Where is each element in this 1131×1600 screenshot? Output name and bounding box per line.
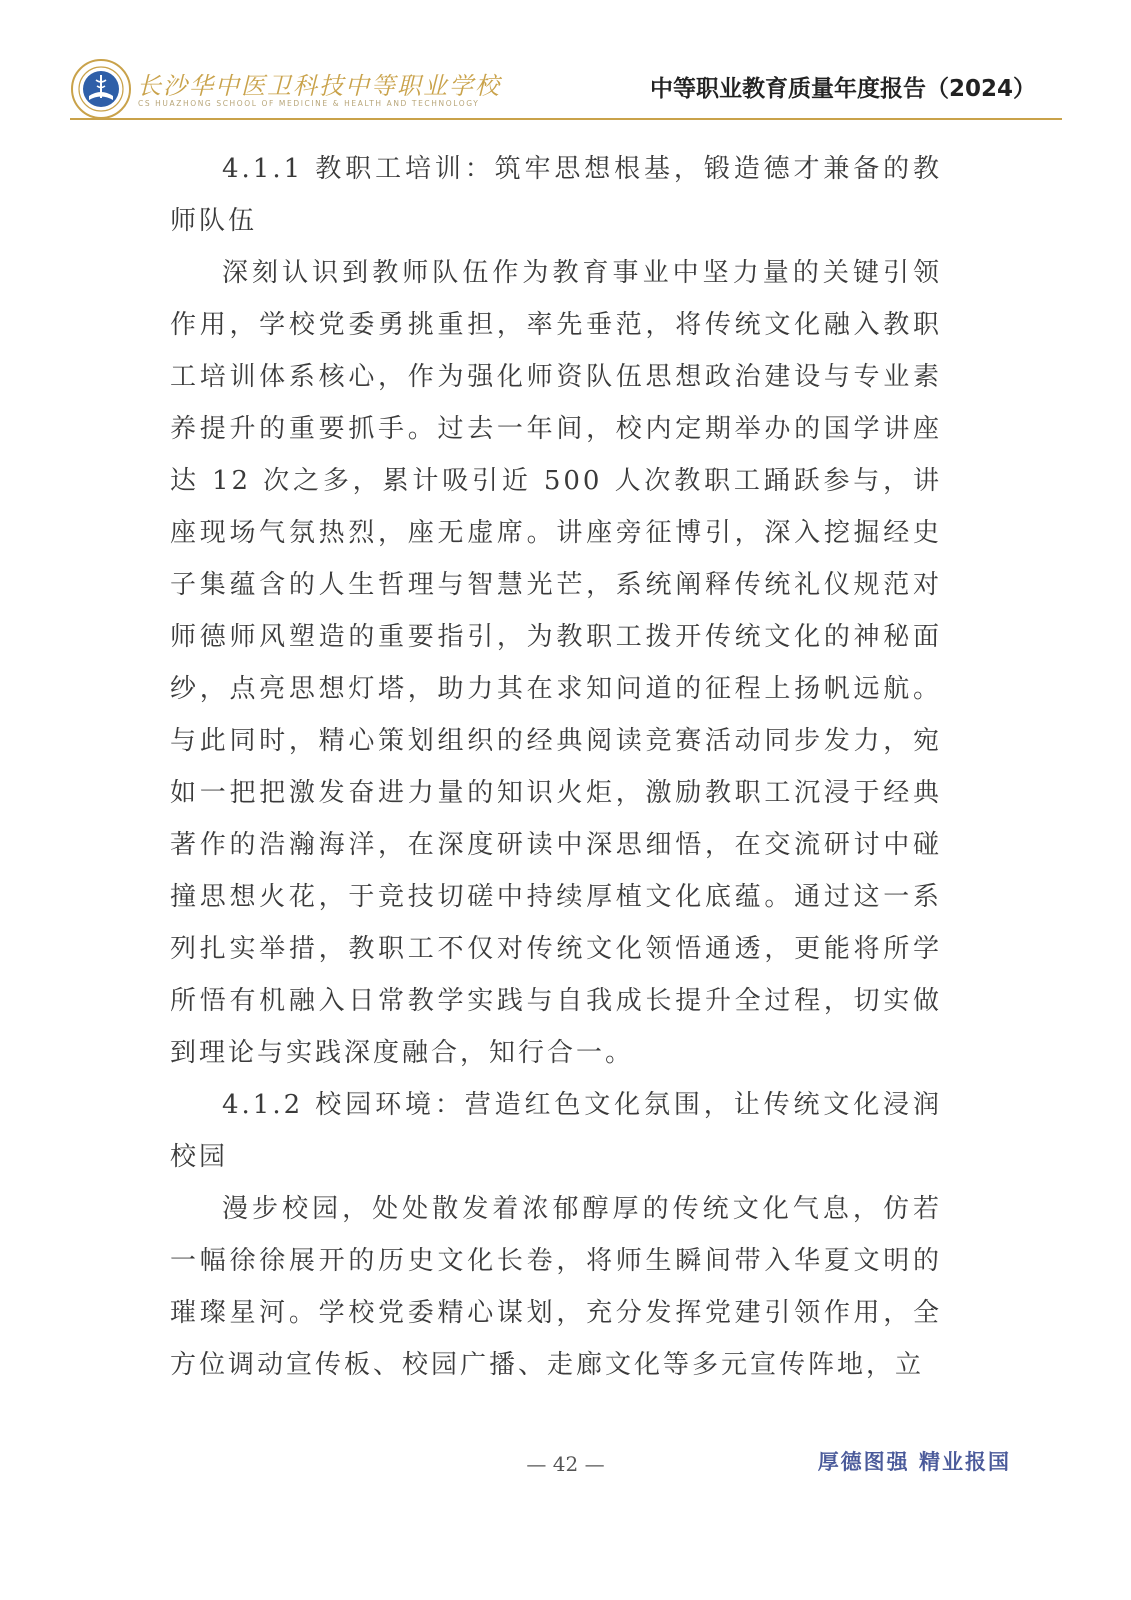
report-title: 中等职业教育质量年度报告（2024） bbox=[649, 76, 1036, 102]
header-divider bbox=[70, 118, 1062, 120]
page-number: — 42 — bbox=[526, 1452, 605, 1476]
school-seal-icon bbox=[70, 58, 132, 120]
section-heading-4-1-2: 4.1.2 校园环境：营造红色文化氛围，让传统文化浸润校园 bbox=[170, 1090, 942, 1172]
body-paragraph-1: 深刻认识到教师队伍作为教育事业中坚力量的关键引领作用，学校党委勇挑重担，率先垂范，将传统文化融入教职工培训体系核心，作为强化师资队伍思想政治建设与专业素养提升的重要抓手。过去一年间，校内定期举办的国学讲座达 12 次之多，累计吸引近 500 人次教职工踊跃参与，讲座现场气氛热烈，座无虚席。讲座旁征博引，深入挖掘经史子集蕴含的人生哲理与智慧光芒，系统阐释传统礼仪规范对师德师风塑造的重要指引，为教职工拨开传统文化的神秘面纱，点亮思想灯塔，助力其在求知问道的征程上扬帆远航。与此同时，精心策划组织的经典阅读竞赛活动同步发力，宛如一把把激发奋进力量的知识火炬，激励教职工沉浸于经典著作的浩瀚海洋，在深度研读中深思细悟，在交流研讨中碰撞思想火花，于竞技切磋中持续厚植文化底蕴。通过这一系列扎实举措，教职工不仅对传统文化领悟通透，更能将所学所悟有机融入日常教学实践与自我成长提升全过程，切实做到理论与实践深度融合，知行合一。 bbox=[170, 258, 942, 1068]
page-content bbox=[170, 143, 942, 1391]
footer-motto: 厚德图强 精业报国 bbox=[817, 1450, 1011, 1474]
school-name-en: CS HUAZHONG SCHOOL OF MEDICINE & HEALTH AND TECHNOLOGY bbox=[138, 99, 480, 108]
page-header bbox=[0, 0, 1131, 130]
school-name-cn: 长沙华中医卫科技中等职业学校 bbox=[137, 72, 501, 100]
section-heading-4-1-1: 4.1.1 教职工培训：筑牢思想根基，锻造德才兼备的教师队伍 bbox=[170, 154, 942, 236]
body-paragraph-2: 漫步校园，处处散发着浓郁醇厚的传统文化气息，仿若一幅徐徐展开的历史文化长卷，将师生瞬间带入华夏文明的璀璨星河。学校党委精心谋划，充分发挥党建引领作用，全方位调动宣传板、校园广播、走廊文化等多元宣传阵地，立 bbox=[170, 1194, 942, 1380]
